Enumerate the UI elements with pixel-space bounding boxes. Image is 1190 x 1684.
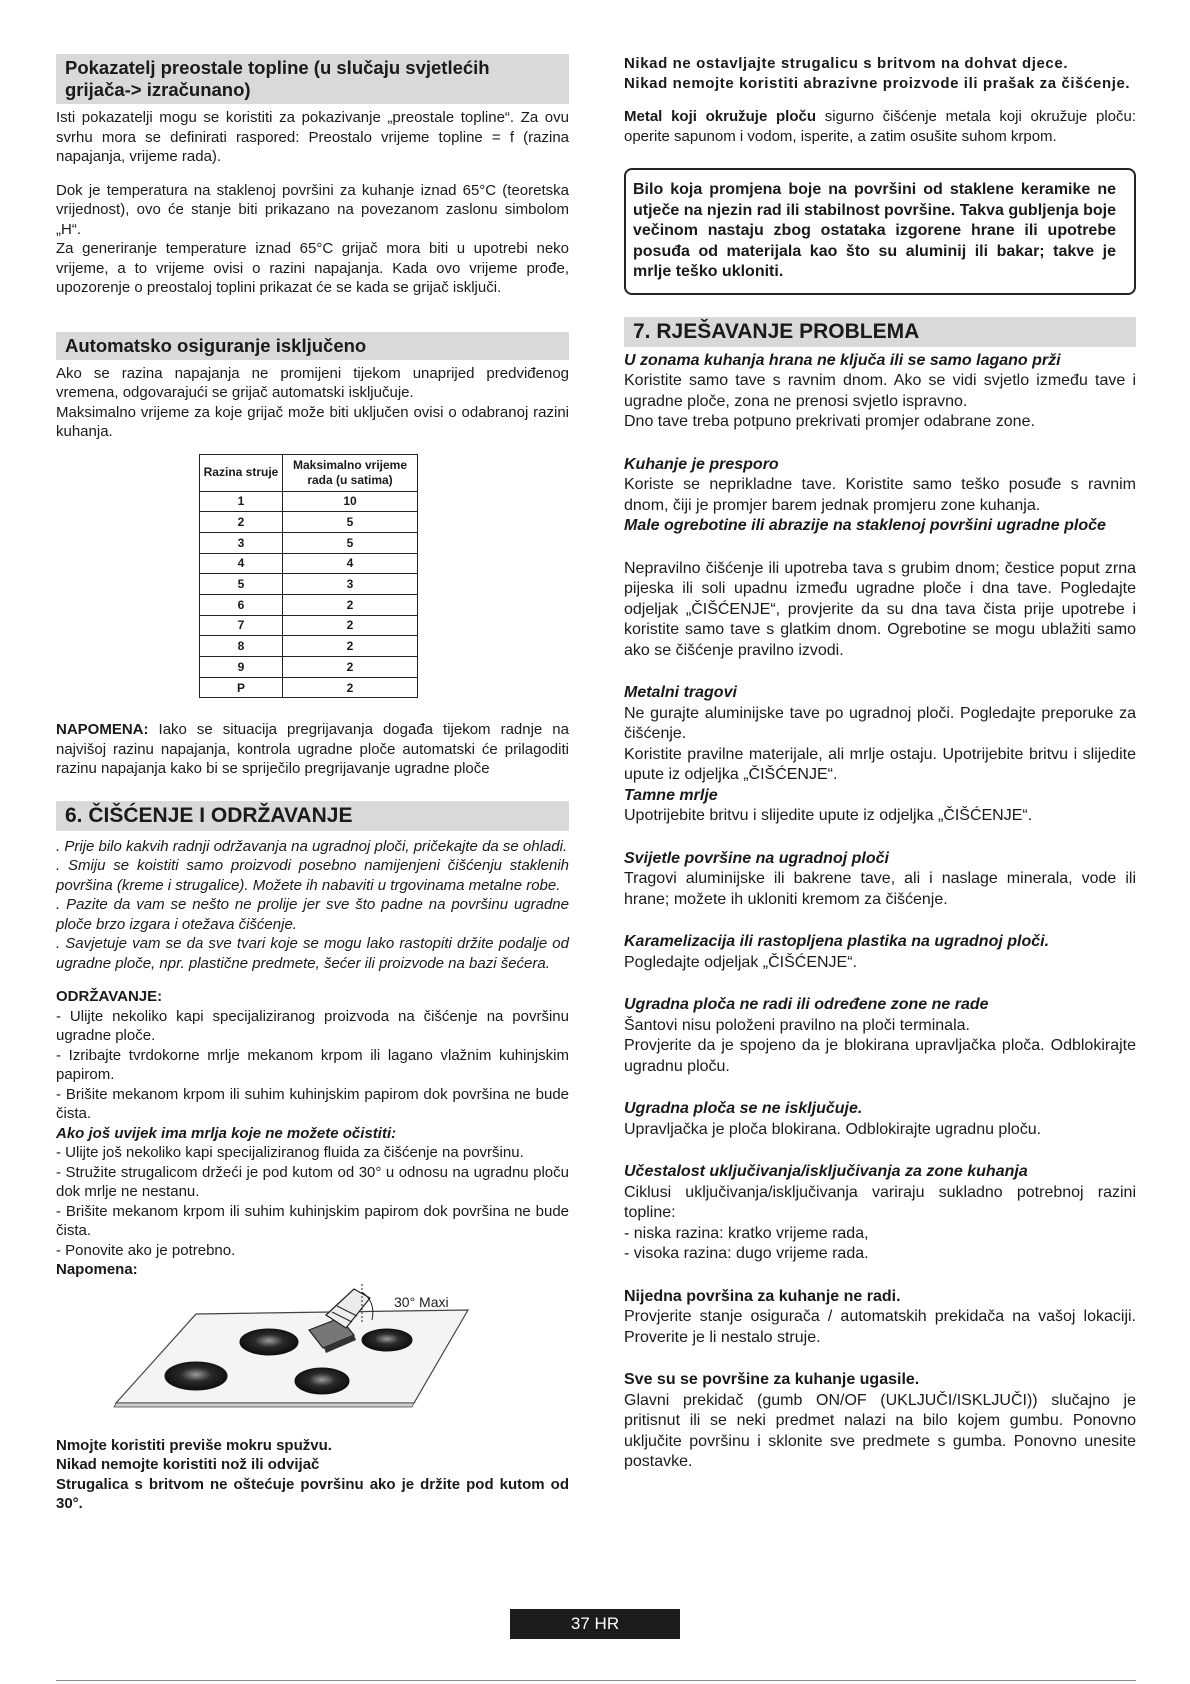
left-column: [56, 54, 569, 1514]
table-cell-level: 2: [200, 512, 283, 533]
issue-heading: Sve su se površine za kuhanje ugasile.: [624, 1371, 920, 1388]
stubborn-stain-list: [56, 1143, 569, 1260]
table-cell-hours: 4: [283, 553, 418, 574]
list-item: . Smiju se koistiti samo proizvodi posebno namijenjeni čišćenju staklenih površina (kreme i strugalice). Možete ih nabaviti u trgovinama metalne robe.: [56, 857, 569, 894]
issue-heading: Ugradna ploča ne radi ili određene zone ne rade: [624, 996, 989, 1013]
residual-heat-p1: Isti pokazatelji mogu se koristiti za pokazivanje „preostale topline“. Za ovu svrhu mora se definirati raspored: Preostalo vrijeme topline = f (razina napajanja, vrijeme rada).: [56, 109, 569, 165]
table-cell-level: 4: [200, 553, 283, 574]
scraper-illustration: [56, 1280, 569, 1430]
issue-heading: Kuhanje je presporo: [624, 455, 779, 473]
issue-text: Pogledajte odjeljak „ČIŠĆENJE“.: [624, 953, 857, 971]
table-row: [200, 677, 418, 698]
table-cell-hours: 2: [283, 636, 418, 657]
issue-text: Upotrijebite britvu i slijedite upute iz odjeljka „ČIŠĆENJE“.: [624, 807, 1033, 824]
issue-text: - niska razina: kratko vrijeme rada,: [624, 1224, 869, 1242]
maintenance-heading: ODRŽAVANJE:: [56, 988, 163, 1006]
residual-heat-p3: Za generiranje temperature iznad 65°C grijač mora biti u upotrebi neko vrijeme, a to vrijeme ovisi o razini napajanja. Kada ovo vrijeme prođe, upozorenje o preostaloj toplini prikazat će se kada se grijač isključi.: [56, 240, 569, 296]
issue-text: Provjerite da je spojeno da je blokirana upravljačka ploča. Odblokirajte ugradnu ploču.: [624, 1037, 1136, 1075]
list-item: - Brišite mekanom krpom ili suhim kuhinjskim papirom dok površina ne bude čista.: [56, 1085, 569, 1123]
burner-bottom-left: [165, 1362, 227, 1390]
table-row: [200, 491, 418, 512]
abrasive-warning: Nikad nemojte koristiti abrazivne proizvode ili prašak za čišćenje.: [624, 74, 1131, 92]
table-cell-hours: 10: [283, 491, 418, 512]
table-cell-level: 7: [200, 615, 283, 636]
metal-frame-label: Metal koji okružuje ploču: [624, 108, 817, 125]
troubleshooting-heading: 7. RJEŠAVANJE PROBLEMA: [624, 317, 1136, 347]
issue-heading: Svijetle površine na ugradnoj ploči: [624, 849, 889, 867]
scraper-warning: Nikad ne ostavljajte strugalicu s britvom na dohvat djece.: [624, 55, 1069, 72]
right-column: [624, 54, 1136, 1473]
table-row: [200, 574, 418, 595]
table-cell-level: 6: [200, 594, 283, 615]
issue-heading: U zonama kuhanja hrana ne ključa ili se samo lagano prži: [624, 351, 1061, 369]
table-cell-level: 5: [200, 574, 283, 595]
troubleshooting-list: [624, 351, 1136, 1473]
issue-text: Provjerite stanje osigurača / automatskih prekidača na vašoj lokaciji. Proverite je li nestalo struje.: [624, 1308, 1136, 1346]
table-cell-level: 1: [200, 491, 283, 512]
issue-text: Dno tave treba potpuno prekrivati promjer odabrane zone.: [624, 413, 1035, 430]
list-item: - Izribajte tvrdokorne mrlje mekanom krpom ili lagano vlažnim kuhinjskim papirom.: [56, 1046, 569, 1084]
table-row: [200, 657, 418, 678]
table-cell-hours: 2: [283, 594, 418, 615]
list-item: . Pazite da vam se nešto ne prolije jer sve što padne na površinu ugradne ploče brzo izgara i otežava čišćenje.: [56, 896, 569, 933]
table-cell-hours: 2: [283, 677, 418, 698]
cleaning-bullets: [56, 837, 569, 974]
issue-text: Šantovi nisu položeni pravilno na ploči terminala.: [624, 1016, 970, 1034]
issue-heading: Učestalost uključivanja/isključivanja za zone kuhanja: [624, 1163, 1028, 1180]
final-note-2: Nikad nemojte koristiti nož ili odvijač: [56, 1456, 320, 1474]
stubborn-stain-heading: Ako još uvijek ima mrlja koje ne možete očistiti:: [56, 1124, 397, 1142]
issue-text: Ciklusi uključivanja/isključivanja variraju sukladno potrebnoj razini topline:: [624, 1183, 1136, 1221]
table-cell-hours: 5: [283, 532, 418, 553]
list-item: . Savjetuje vam se da sve tvari koje se mogu lako rastopiti držite podalje od ugradne ploče, npr. plastične predmete, šećer ili proizvode na bazi šećera.: [56, 935, 569, 972]
metal-frame-text: sigurno čišćenje metala koji okružuje ploču: operite sapunom i vodom, isperite, a zatim osušite suhom krpom.: [624, 108, 1137, 145]
issue-text: - visoka razina: dugo vrijeme rada.: [624, 1245, 869, 1262]
residual-heat-p2: Dok je temperatura na staklenoj površini za kuhanje iznad 65°C (teoretska vrijednost), ovo će stanje biti prikazano na povezanom zaslonu simbolom „H“.: [56, 181, 569, 238]
table-cell-hours: 3: [283, 574, 418, 595]
burner-bottom-right: [295, 1368, 349, 1394]
hob-surface: [116, 1310, 468, 1403]
issue-text: Koristite pravilne materijale, ali mrlje ostaju. Upotrijebite britvu i slijedite upute iz odjeljka „ČIŠĆENJE“.: [624, 745, 1136, 783]
table-cell-hours: 5: [283, 512, 418, 533]
issue-heading: Nijedna površina za kuhanje ne radi.: [624, 1287, 901, 1305]
max-time-table: [199, 454, 418, 699]
issue-heading: Ugradna ploča se ne isključuje.: [624, 1100, 863, 1117]
issue-text: Glavni prekidač (gumb ON/OF (UKLJUČI/ISKLJUČI)) slučajno je pritisnut ili se neki predmet nalazi na bilo kojem gumbu. Ponovno uključite površinu i sklonite sve predmete s gumba. Ponovno unesite postavke.: [624, 1391, 1136, 1470]
burner-top-left: [240, 1329, 298, 1355]
note-text: Iako se situacija pregrijavanja događa tijekom radnje na najvišoj razinu napajanja, kontrola ugradne ploče automatski će prilagoditi razinu napajanja kako bi se spriječilo pregrijavanje ugradne ploče: [56, 721, 569, 778]
table-cell-level: 3: [200, 532, 283, 553]
table-row: [200, 636, 418, 657]
final-note-3: Strugalica s britvom ne oštećuje površinu ako je držite pod kutom od 30°.: [56, 1475, 569, 1513]
auto-shutoff-heading: Automatsko osiguranje isključeno: [56, 332, 569, 360]
list-item: - Ulijte nekoliko kapi specijaliziranog proizvoda na čišćenje na površinu ugradne ploče.: [56, 1007, 569, 1045]
page-number: 37 HR: [510, 1609, 680, 1639]
list-item: - Brišite mekanom krpom ili suhim kuhinjskim papirom dok površina ne bude čista.: [56, 1202, 569, 1240]
auto-shutoff-p1: Ako se razina napajanja ne promijeni tijekom unaprijed predviđenog vremena, odgovarajući se grijač automatski isključuje.: [56, 364, 569, 401]
auto-shutoff-p2: Maksimalno vrijeme za koje grijač može biti uključen ovisi o odabranoj razini kuhanja.: [56, 403, 569, 440]
table-row: [200, 532, 418, 553]
table-cell-hours: 2: [283, 615, 418, 636]
maintenance-list: [56, 1007, 569, 1124]
issue-text: Tragovi aluminijske ili bakrene tave, ali i naslage minerala, vode ili hrane; možete ih ukloniti kremom za čišćenje.: [624, 870, 1136, 908]
list-item: - Ponovite ako je potrebno.: [56, 1241, 236, 1259]
table-cell-level: 8: [200, 636, 283, 657]
table-cell-level: P: [200, 677, 283, 698]
hob-scraper-drawing: [56, 1280, 569, 1430]
issue-heading: Metalni tragovi: [624, 684, 737, 701]
issue-text: Ne gurajte aluminijske tave po ugradnoj ploči. Pogledajte preporuke za čišćenje.: [624, 704, 1136, 742]
table-header-time: Maksimalno vrijeme rada (u satima): [283, 454, 418, 491]
note-label: NAPOMENA:: [56, 721, 149, 739]
table-row: [200, 553, 418, 574]
table-row: [200, 512, 418, 533]
issue-text: Upravljačka je ploča blokirana. Odblokirajte ugradnu ploču.: [624, 1120, 1042, 1138]
final-note-1: Nmojte koristiti previše mokru spužvu.: [56, 1436, 332, 1454]
hob-edge: [114, 1403, 414, 1407]
issue-text: Nepravilno čišćenje ili upotreba tava s grubim dnom; čestice poput zrna pijeska ili soli upadnu između ugradne ploče i dna tave. Pogledajte odjeljak „ČIŠĆENJE“, provjerite da su dna tava čista prije upotrebe i koristite samo tave s glatkim dnom. Ogrebotine se mogu ublažiti samo ako se čišćenje pravilno izvodi.: [624, 559, 1136, 659]
issue-heading: Karamelizacija ili rastopljena plastika na ugradnoj ploči.: [624, 933, 1050, 950]
issue-text: Koriste se neprikladne tave. Koristite samo teško posuđe s ravnim dnom, čiji je promjer barem jednak promjeru zone kuhanja.: [624, 476, 1136, 514]
burner-top-right: [362, 1329, 412, 1351]
table-row: [200, 594, 418, 615]
table-row: [200, 615, 418, 636]
list-item: - Ulijte još nekoliko kapi specijaliziranog fluida za čišćenje na površinu.: [56, 1144, 524, 1162]
issue-text: Koristite samo tave s ravnim dnom. Ako se vidi svjetlo između tave i ugradne ploče, zona ne prenosi svjetlo ispravno.: [624, 372, 1136, 410]
issue-heading: Tamne mrlje: [624, 786, 718, 804]
residual-heat-heading: Pokazatelj preostale topline (u slučaju svjetlećih grijača-> izračunano): [56, 54, 569, 104]
footer-divider: [56, 1680, 1136, 1681]
napomena-label: Napomena:: [56, 1261, 138, 1279]
metal-frame-paragraph: [624, 107, 1136, 146]
list-item: . Prije bilo kakvih radnji održavanja na ugradnoj ploči, pričekajte da se ohladi.: [56, 837, 568, 855]
overheat-note: [56, 720, 569, 779]
issue-heading: Male ogrebotine ili abrazije na staklenoj površini ugradne ploče: [624, 517, 1106, 534]
angle-label: 30° Maxi: [394, 1293, 449, 1310]
table-cell-hours: 2: [283, 657, 418, 678]
table-cell-level: 9: [200, 657, 283, 678]
table-header-level: Razina struje: [200, 454, 283, 491]
discoloration-notice: Bilo koja promjena boje na površini od staklene keramike ne utječe na njezin rad ili stabilnost površine. Takva gubljenja boje večinom nastaju zbog ostataka izgorene hrane ili upotrebe posuđa od materijala kao što su aluminij ili bakar; takve je mrlje teško ukloniti.: [624, 168, 1136, 295]
cleaning-heading: 6. ČIŠĆENJE I ODRŽAVANJE: [56, 801, 569, 831]
list-item: - Stružite strugalicom držeći je pod kutom od 30° u odnosu na ugradnu ploču dok mrlje ne nestanu.: [56, 1163, 569, 1201]
